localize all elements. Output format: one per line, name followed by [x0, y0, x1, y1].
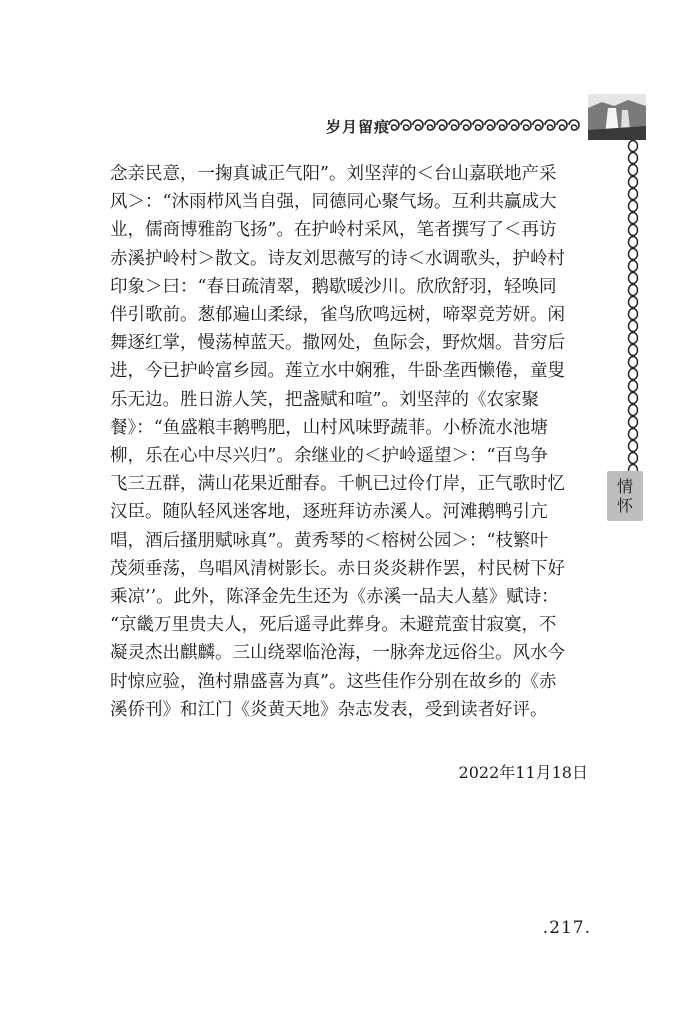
- article-date: 2022年11月18日: [458, 763, 588, 782]
- text-line: 进，今已护岭富乡园。莲立水中娴雅，牛卧垄西懒倦，童叟: [110, 361, 565, 382]
- spiral-border-icon: [388, 117, 586, 133]
- text-line: 凝灵杰出麒麟。三山绕翠临沧海，一脉奔龙远俗尘。风水今: [110, 643, 565, 664]
- side-chapter-tab: [607, 471, 643, 521]
- text-line: 业，儒商博雅韵飞扬”。在护岭村采风，笔者撰写了＜再访: [110, 220, 557, 241]
- text-line: 舞逐红掌，慢荡棹蓝天。撒网处，鱼际会，野炊烟。昔穷后: [110, 333, 565, 354]
- text-line: 风＞：“沐雨栉风当自强，同德同心聚气场。互利共赢成大: [110, 192, 557, 213]
- waterfall-photo-icon: [588, 94, 646, 140]
- text-line: 溪侨刊》和江门《炎黄天地》杂志发表，受到读者好评。: [110, 699, 548, 720]
- text-line: 茂须垂荡，鸟唱风清树影长。赤日炎炎耕作罢，村民树下好: [110, 558, 565, 579]
- text-line: 柳，乐在心中尽兴归”。余继业的＜护岭遥望＞：“百鸟争: [110, 446, 548, 467]
- text-line: 唱，酒后搔朋赋咏真”。黄秀琴的＜榕树公园＞：“枝繁叶: [110, 530, 548, 551]
- side-tab-char: 怀: [616, 496, 633, 515]
- text-line: 飞三五群，满山花果近酣春。千帆已过伶仃岸，正气歌时忆: [110, 474, 565, 495]
- text-line: 印象＞曰：“春日疏清翠，鹅歇暖沙川。欣欣舒羽，轻唤同: [110, 276, 557, 297]
- text-line: 汉臣。随队轻风迷客地，逐班拜访赤溪人。河滩鹅鸭引亢: [110, 502, 548, 523]
- text-line: “京畿万里贵夫人，死后遥寻此葬身。未避荒蛮甘寂寞，不: [110, 615, 557, 636]
- text-line: 乘凉’’。此外，陈泽金先生还为《赤溪一品夫人墓》赋诗：: [110, 587, 559, 608]
- chain-border-icon: [625, 140, 641, 480]
- section-title: 岁月留痕: [326, 118, 391, 136]
- text-line: 乐无边。胜日游人笑，把盏赋和喧”。刘坚萍的《农家聚: [110, 389, 539, 410]
- text-line: 时惊应验，渔村鼎盛喜为真”。这些佳作分别在故乡的《赤: [110, 671, 557, 692]
- text-line: 伴引歌前。葱郁遍山柔绿，雀鸟欣鸣远树，啼翠竞芳妍。闲: [110, 305, 565, 326]
- page-number: .217.: [542, 918, 591, 938]
- body-text: [110, 160, 596, 724]
- text-line: 赤溪护岭村＞散文。诗友刘思薇写的诗＜水调歌头，护岭村: [110, 248, 565, 269]
- text-line: 念亲民意，一掬真诚正气阳”。刘坚萍的＜台山嘉联地产采: [110, 164, 557, 184]
- text-line: 餐》：“鱼盛粮丰鹅鸭肥，山村风味野蔬菲。小桥流水池塘: [110, 417, 548, 438]
- side-tab-char: 情: [616, 477, 633, 496]
